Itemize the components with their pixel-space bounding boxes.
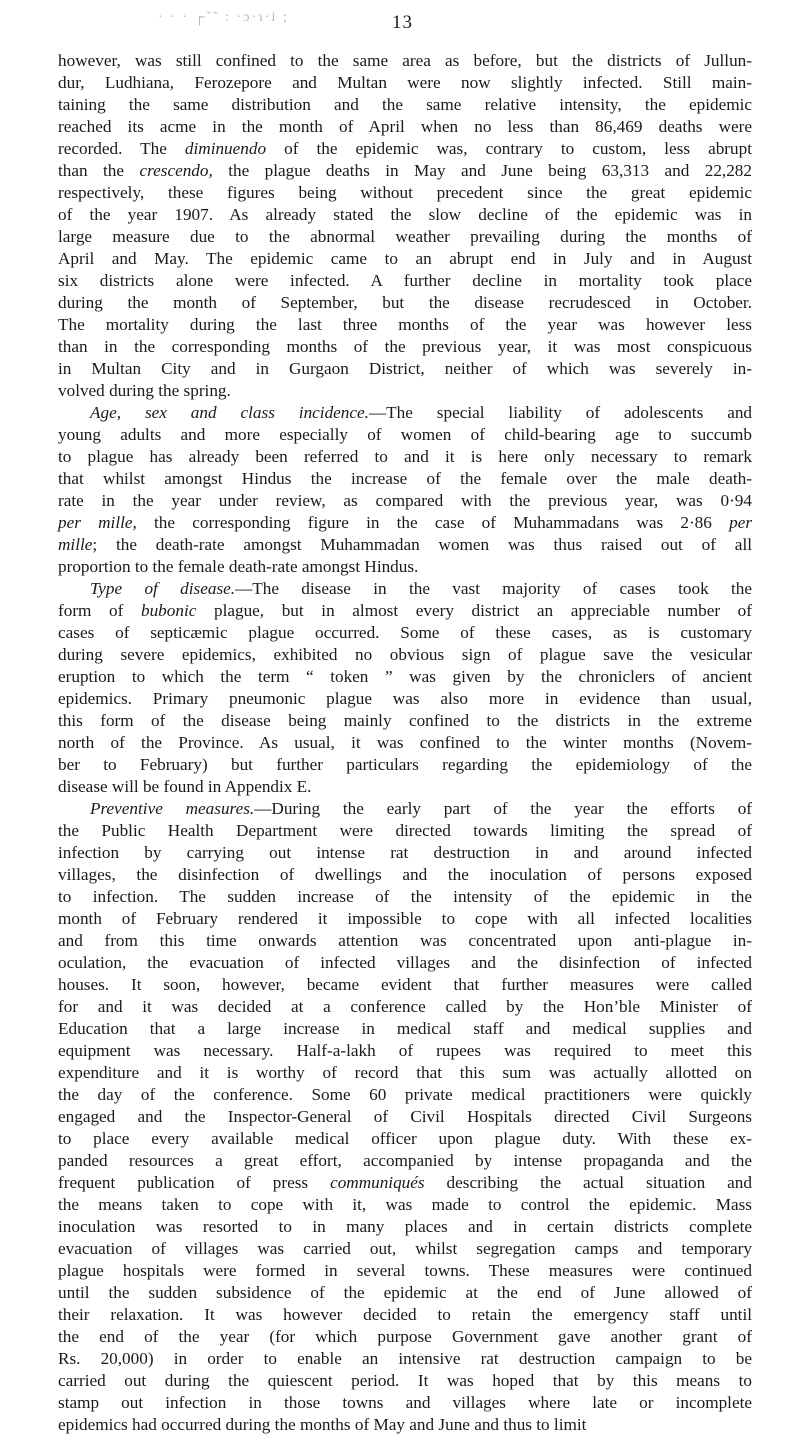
text-segment: reached its acme in the month of April when no less than 86,469 deaths were <box>58 117 752 136</box>
text-line <box>58 512 752 534</box>
text-line <box>58 1106 752 1128</box>
text-line <box>58 446 752 468</box>
text-segment: volved during the spring. <box>58 381 231 400</box>
text-line <box>58 248 752 270</box>
text-line <box>58 1018 752 1040</box>
text-segment: month of February rendered it impossible to cope with all infected localities <box>58 909 752 928</box>
italic-text: Preventive measures. <box>90 799 255 818</box>
text-line <box>58 600 752 622</box>
text-segment: equipment was necessary. Half-a-lakh of rupees was required to meet this <box>58 1041 752 1060</box>
text-line <box>58 1216 752 1238</box>
text-line <box>58 1040 752 1062</box>
text-segment: oculation, the evacuation of infected villages and the disinfection of infected <box>58 953 752 972</box>
body-text <box>58 50 752 1436</box>
text-segment: panded resources a great effort, accompanied by intense propaganda and the <box>58 1151 752 1170</box>
text-line <box>58 1304 752 1326</box>
text-segment: to plague has already been referred to and it is here only necessary to remark <box>58 447 752 466</box>
text-line <box>58 908 752 930</box>
text-line <box>58 1172 752 1194</box>
text-segment: infection by carrying out intense rat destruction in and around infected <box>58 843 752 862</box>
italic-text: communiqués <box>330 1173 425 1192</box>
text-line <box>58 1370 752 1392</box>
text-line <box>58 1062 752 1084</box>
text-segment: villages, the disinfection of dwellings and the inoculation of persons exposed <box>58 865 752 884</box>
text-line <box>58 1392 752 1414</box>
text-line <box>58 138 752 160</box>
text-segment: that whilst amongst Hindus the increase of the female over the male death- <box>58 469 752 488</box>
text-segment: describing the actual situation and <box>424 1173 752 1192</box>
text-segment: respectively, these figures being without precedent since the great epidemic <box>58 183 752 202</box>
text-segment: April and May. The epidemic came to an abrupt end in July and in August <box>58 249 752 268</box>
text-segment: —The disease in the vast majority of cases took the <box>235 579 752 598</box>
text-segment: —During the early part of the year the efforts of <box>254 799 753 818</box>
paragraph <box>58 402 752 578</box>
text-segment: proportion to the female death-rate amongst Hindus. <box>58 557 419 576</box>
text-segment: the day of the conference. Some 60 private medical practitioners were quickly <box>58 1085 752 1104</box>
text-line <box>58 930 752 952</box>
text-segment: young adults and more especially of women of child-bearing age to succumb <box>58 425 752 444</box>
text-line <box>58 1348 752 1370</box>
text-segment: epidemics. Primary pneumonic plague was also more in evidence than usual, <box>58 689 752 708</box>
text-line <box>58 380 752 402</box>
text-line <box>58 864 752 886</box>
text-segment: houses. It soon, however, became evident that further measures were called <box>58 975 752 994</box>
text-line <box>58 776 752 798</box>
text-segment: in Multan City and in Gurgaon District, neither of which was severely in- <box>58 359 752 378</box>
text-segment: Education that a large increase in medical staff and medical supplies and <box>58 1019 752 1038</box>
italic-text: bubonic <box>140 601 197 620</box>
text-segment: carried out during the quiescent period. It was hoped that by this means to <box>58 1371 752 1390</box>
text-line <box>58 226 752 248</box>
text-segment: evacuation of villages was carried out, whilst segregation camps and temporary <box>58 1239 752 1258</box>
text-line <box>58 798 752 820</box>
text-segment: of the year 1907. As already stated the slow decline of the epidemic was in <box>58 205 752 224</box>
text-segment: the corresponding figure in the case of Muhammadans was 2·86 <box>136 513 730 532</box>
text-segment: this form of the disease being mainly confined to the districts in the extreme <box>58 711 752 730</box>
text-line <box>58 292 752 314</box>
text-line <box>58 1238 752 1260</box>
text-segment: of the epidemic was, contrary to custom, less abrupt <box>266 139 752 158</box>
text-segment: to infection. The sudden increase of the intensity of the epidemic in the <box>58 887 752 906</box>
text-segment: and from this time onwards attention was concentrated upon anti-plague in- <box>58 931 752 950</box>
text-segment: dur, Ludhiana, Ferozepore and Multan were now slightly infected. Still main- <box>58 73 752 92</box>
text-line <box>58 402 752 424</box>
text-line <box>58 490 752 512</box>
text-line <box>58 688 752 710</box>
text-segment: plague, but in almost every district an appreciable number of <box>196 601 753 620</box>
italic-text: mille <box>58 535 93 554</box>
text-segment: for and it was decided at a conference called by the Hon’ble Minister of <box>58 997 752 1016</box>
text-line <box>58 578 752 600</box>
text-line <box>58 710 752 732</box>
text-segment: during severe epidemics, exhibited no obvious sign of plague save the vesicular <box>58 645 752 664</box>
text-segment: than in the corresponding months of the previous year, it was most conspicuous <box>58 337 752 356</box>
text-segment: their relaxation. It was however decided to retain the emergency staff until <box>58 1305 752 1324</box>
italic-text: per <box>729 513 753 532</box>
italic-text: diminuendo <box>184 139 267 158</box>
text-line <box>58 732 752 754</box>
text-line <box>58 644 752 666</box>
text-line <box>58 952 752 974</box>
text-line <box>58 1150 752 1172</box>
text-segment: until the sudden subsidence of the epidemic at the end of June allowed of <box>58 1283 752 1302</box>
text-line <box>58 336 752 358</box>
text-segment: the means taken to cope with it, was made to control the epidemic. Mass <box>58 1195 752 1214</box>
text-line <box>58 424 752 446</box>
text-line <box>58 996 752 1018</box>
text-line <box>58 666 752 688</box>
italic-text: per mille, <box>58 513 137 532</box>
text-segment: recorded. The <box>58 139 185 158</box>
text-line <box>58 1260 752 1282</box>
text-segment: the end of the year (for which purpose Government gave another grant of <box>58 1327 752 1346</box>
text-line <box>58 974 752 996</box>
text-line <box>58 270 752 292</box>
text-segment: ; the death-rate amongst Muhammadan women was thus raised out of all <box>92 535 752 554</box>
text-line <box>58 556 752 578</box>
text-segment: The mortality during the last three months of the year was however less <box>58 315 752 334</box>
text-line <box>58 72 752 94</box>
text-segment: however, was still confined to the same area as before, but the districts of Jullun- <box>58 51 752 70</box>
paragraph <box>58 50 752 402</box>
text-segment: eruption to which the term “ token ” was given by the chroniclers of ancient <box>58 667 752 686</box>
text-segment: north of the Province. As usual, it was confined to the winter months (Novem- <box>58 733 752 752</box>
text-line <box>58 1414 752 1436</box>
text-segment: stamp out infection in those towns and villages where late or incomplete <box>58 1393 752 1412</box>
text-segment: taining the same distribution and the same relative intensity, the epidemic <box>58 95 752 114</box>
text-segment: —The special liability of adolescents and <box>368 403 753 422</box>
text-segment: large measure due to the abnormal weather prevailing during the months of <box>58 227 752 246</box>
text-line <box>58 116 752 138</box>
text-segment: cases of septicæmic plague occurred. Some of these cases, as is customary <box>58 623 752 642</box>
text-segment: engaged and the Inspector-General of Civil Hospitals directed Civil Surgeons <box>58 1107 752 1126</box>
text-segment: expenditure and it is worthy of record that this sum was actually allotted on <box>58 1063 752 1082</box>
text-segment: form of <box>58 601 141 620</box>
text-segment: disease will be found in Appendix E. <box>58 777 312 796</box>
text-line <box>58 1326 752 1348</box>
italic-text: Type of disease. <box>90 579 236 598</box>
text-line <box>58 94 752 116</box>
text-line <box>58 50 752 72</box>
text-line <box>58 1194 752 1216</box>
text-line <box>58 886 752 908</box>
text-segment: the Public Health Department were directed towards limiting the spread of <box>58 821 752 840</box>
text-segment: plague hospitals were formed in several towns. These measures were continued <box>58 1261 752 1280</box>
text-segment: to place every available medical officer upon plague duty. With these ex- <box>58 1129 752 1148</box>
text-line <box>58 842 752 864</box>
text-segment: six districts alone were infected. A further decline in mortality took place <box>58 271 752 290</box>
text-segment: frequent publication of press <box>58 1173 331 1192</box>
paragraph <box>58 578 752 798</box>
text-line <box>58 182 752 204</box>
text-line <box>58 358 752 380</box>
text-line <box>58 754 752 776</box>
page-header-mark: · · · ┌˜˜ : ·ɔ·ɿ·i ; <box>158 10 289 25</box>
text-segment: inoculation was resorted to in many places and in certain districts complete <box>58 1217 752 1236</box>
text-line <box>58 160 752 182</box>
text-line <box>58 534 752 556</box>
text-line <box>58 314 752 336</box>
text-line <box>58 622 752 644</box>
text-line <box>58 1282 752 1304</box>
text-line <box>58 1084 752 1106</box>
text-segment: than the <box>58 161 140 180</box>
italic-text: crescendo, <box>139 161 213 180</box>
text-line <box>58 468 752 490</box>
text-segment: epidemics had occurred during the months of May and June and thus to limit <box>58 1415 587 1434</box>
text-line <box>58 204 752 226</box>
page-number: 13 <box>392 12 413 33</box>
text-line <box>58 820 752 842</box>
text-segment: Rs. 20,000) in order to enable an intensive rat destruction campaign to be <box>58 1349 752 1368</box>
text-line <box>58 1128 752 1150</box>
paragraph <box>58 798 752 1436</box>
text-segment: rate in the year under review, as compared with the previous year, was 0·94 <box>58 491 752 510</box>
italic-text: Age, sex and class incidence. <box>90 403 369 422</box>
text-segment: ber to February) but further particulars regarding the epidemiology of the <box>58 755 752 774</box>
text-segment: during the month of September, but the disease recrudesced in October. <box>58 293 752 312</box>
text-segment: the plague deaths in May and June being 63,313 and 22,282 <box>212 161 752 180</box>
